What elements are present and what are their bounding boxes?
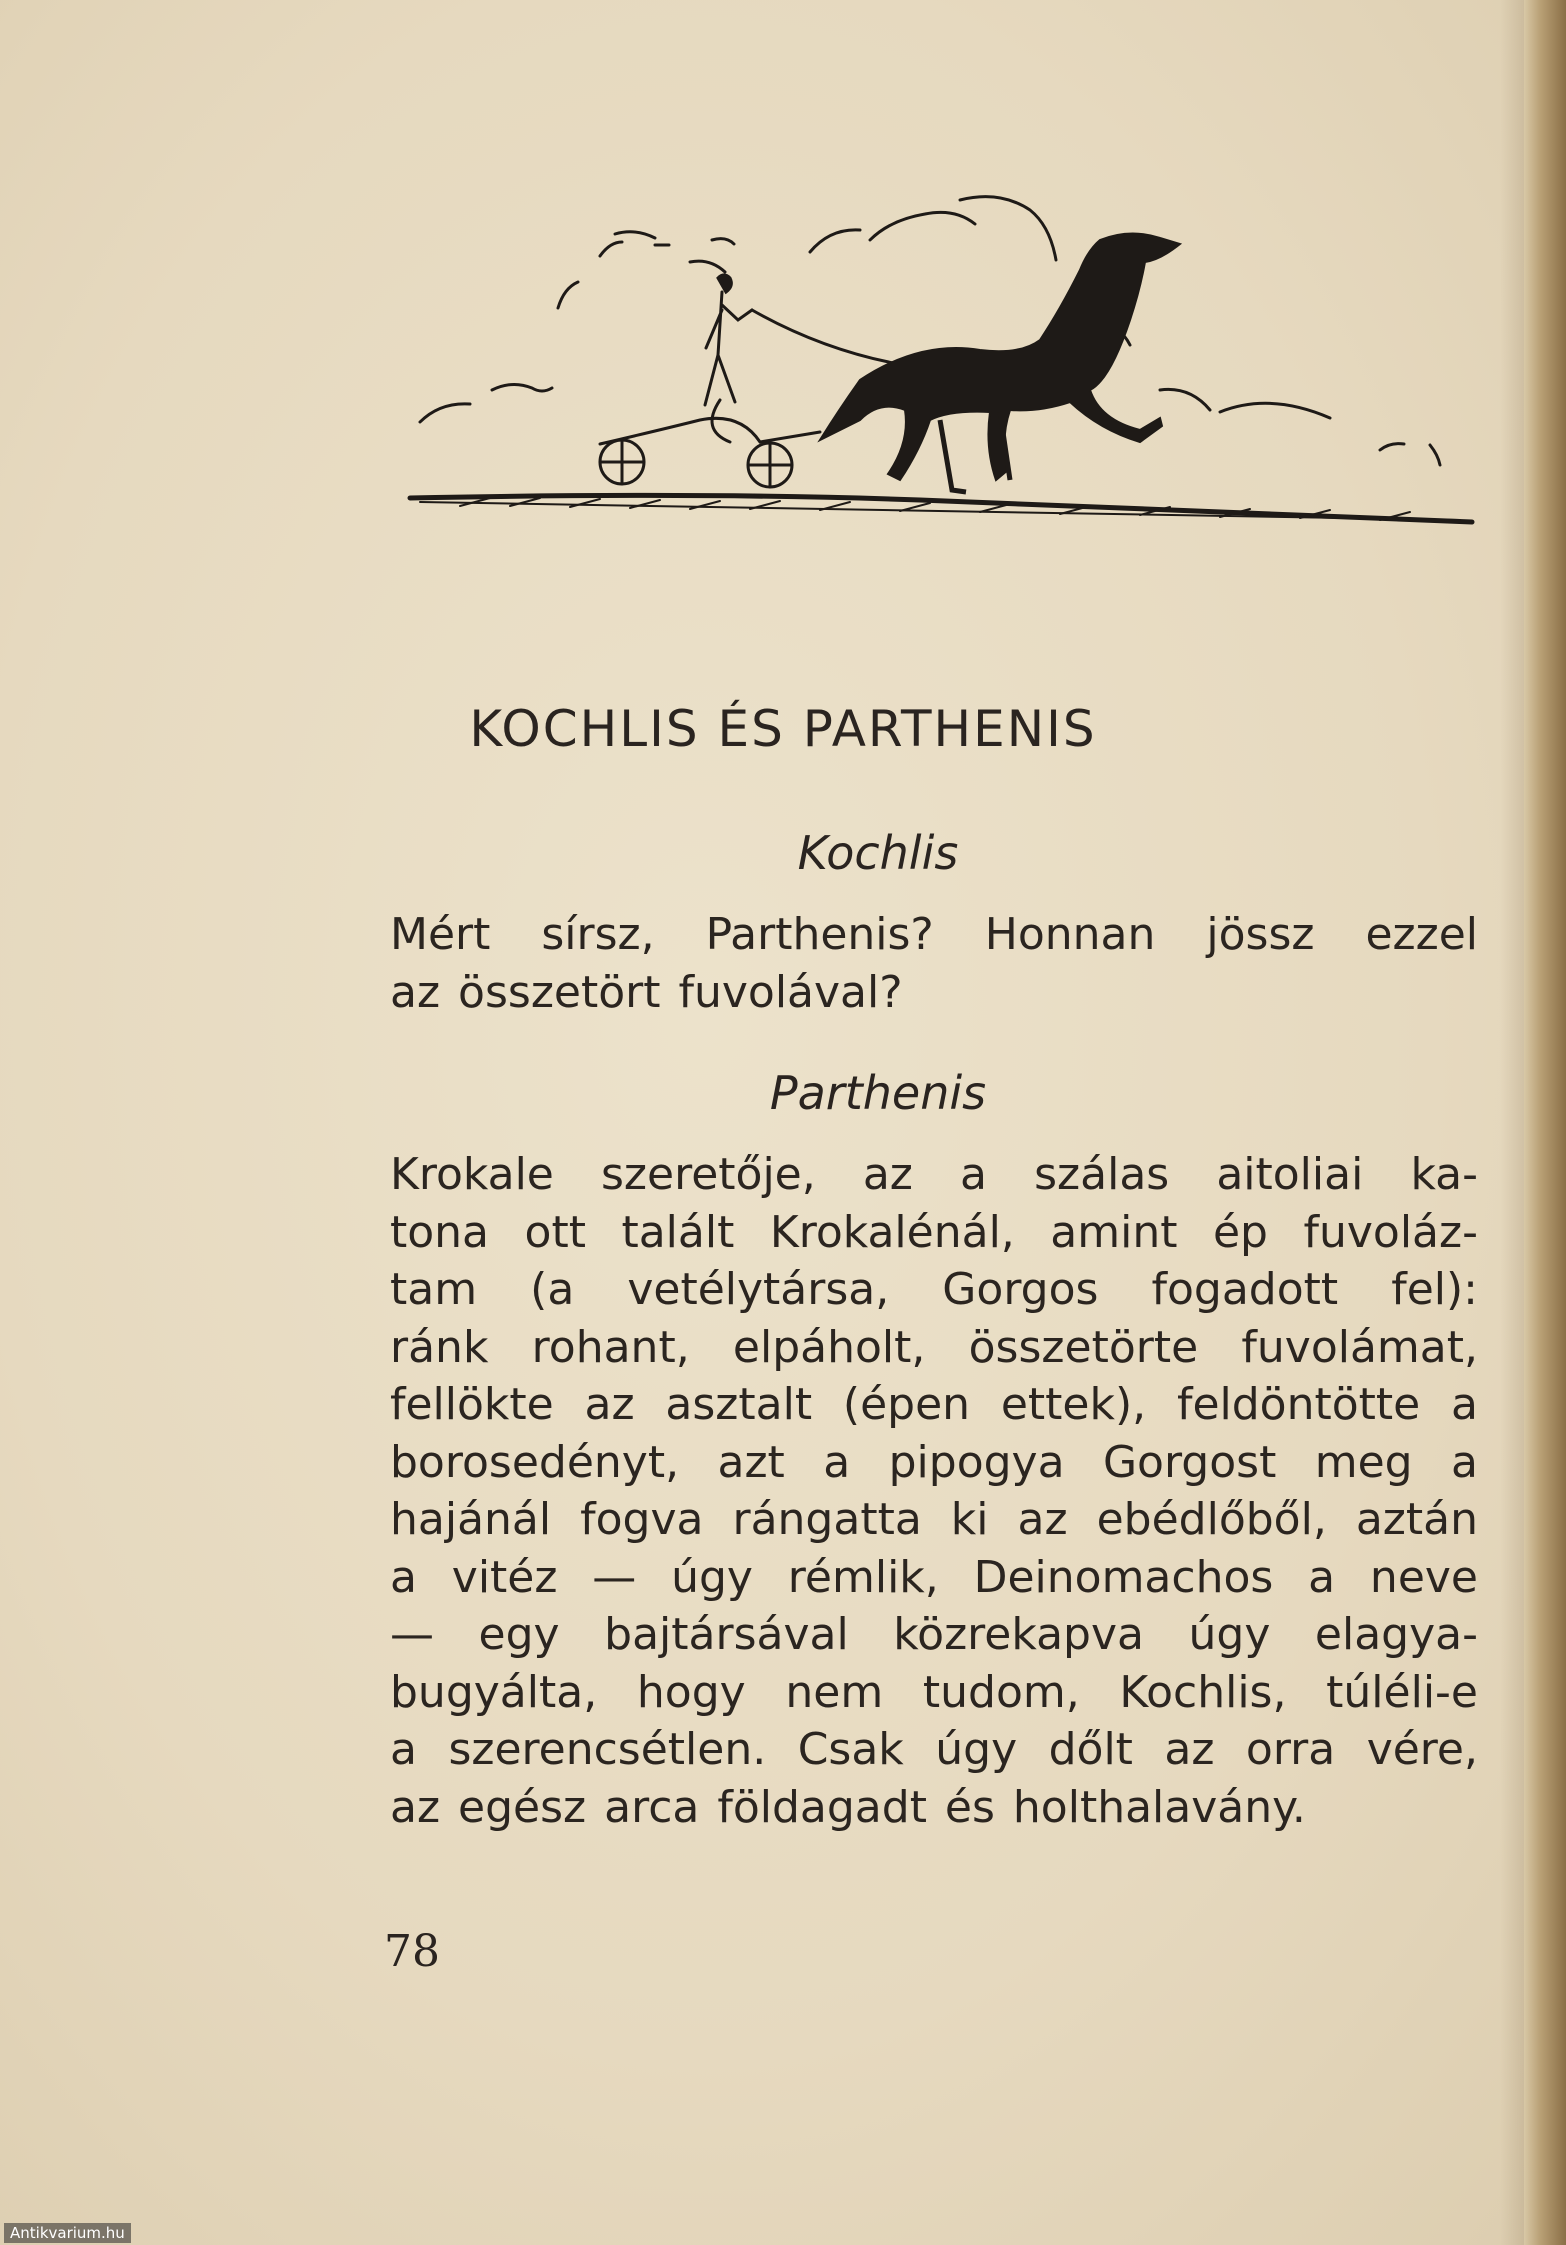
text-line: tona ott talált Krokalénál, amint ép fuvoláz-: [390, 1206, 1478, 1258]
page-shadow: [1500, 0, 1524, 2245]
page-number: 78: [384, 1926, 440, 1977]
text-line: az egész arca földagadt és holthalavány.: [390, 1781, 1306, 1833]
text-line: — egy bajtársával közrekapva úgy elagya-: [390, 1609, 1478, 1660]
speaker-kochlis: Kochlis: [797, 826, 959, 880]
text-line: az összetört fuvolával?: [390, 966, 903, 1018]
chapter-title: KOCHLIS ÉS PARTHENIS: [469, 700, 1097, 758]
watermark: Antikvarium.hu: [4, 2223, 131, 2243]
text-line: bugyálta, hogy nem tudom, Kochlis, túléli-e: [390, 1666, 1478, 1718]
text-line: ránk rohant, elpáholt, összetörte fuvolámat,: [390, 1321, 1478, 1373]
text-line: fellökte az asztalt (épen ettek), feldöntötte a: [390, 1379, 1478, 1430]
text-line: tam (a vetélytársa, Gorgos fogadott fel):: [390, 1264, 1478, 1315]
text-line: a szerencsétlen. Csak úgy dőlt az orra vére,: [390, 1724, 1478, 1775]
text-line: borosedényt, azt a pipogya Gorgost meg a: [390, 1436, 1478, 1488]
text-line: hajánál fogva rángatta ki az ebédlőből, aztán: [390, 1494, 1478, 1545]
text-line: Mért sírsz, Parthenis? Honnan jössz ezzel: [390, 909, 1478, 960]
text-line: a vitéz — úgy rémlik, Deinomachos a neve: [390, 1551, 1478, 1603]
chariot-horse-illustration: [400, 180, 1480, 540]
speech-parthenis: [390, 1146, 1478, 1836]
book-edge: [1524, 0, 1566, 2245]
text-line: Krokale szeretője, az a szálas aitoliai ka-: [390, 1149, 1478, 1200]
speaker-parthenis: Parthenis: [769, 1066, 987, 1120]
speech-kochlis: [390, 906, 1478, 1021]
